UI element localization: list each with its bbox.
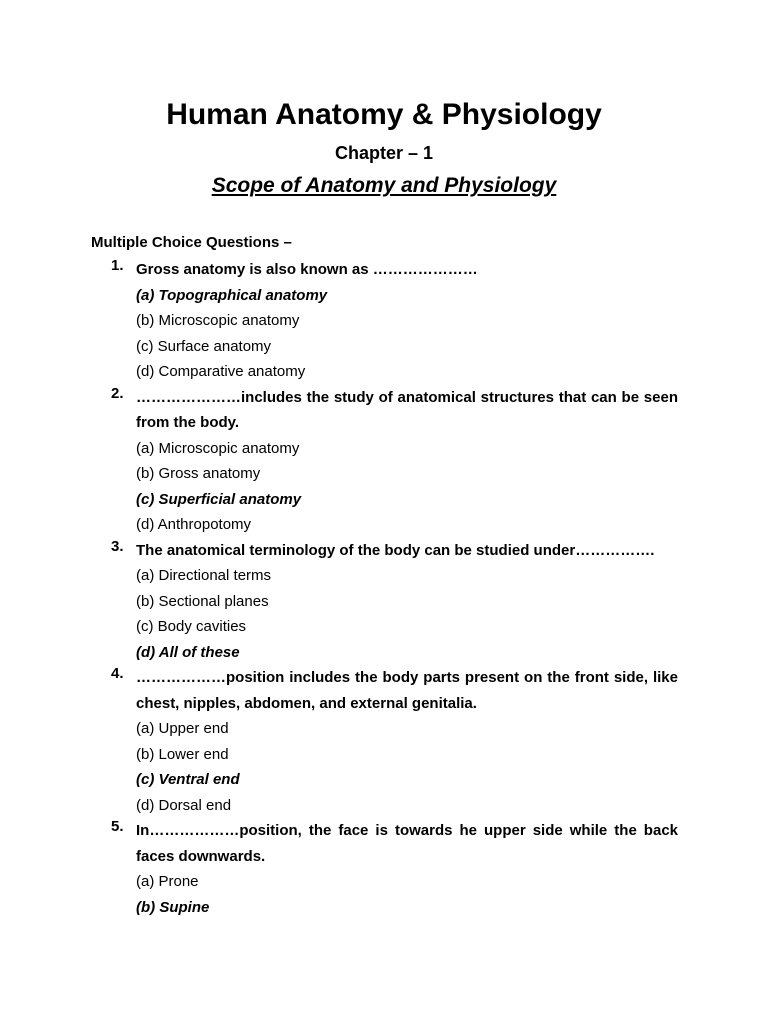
answer-option: (b) Lower end [136, 745, 229, 763]
answer-option-correct: (c) Ventral end [136, 771, 240, 788]
document-title: Human Anatomy & Physiology [166, 98, 602, 131]
answer-option: (b) Gross anatomy [136, 465, 261, 482]
question-text: …………………includes the study of anatomical structures that can be seen from the body. [136, 388, 678, 431]
answer-option: (b) Microscopic anatomy [136, 312, 300, 329]
answer-option: (a) Upper end [136, 720, 229, 737]
question-text: In………………position, the face is towards he upper side while the back faces downwards. [136, 822, 678, 865]
answer-option-correct: (a) Topographical anatomy [136, 286, 328, 304]
chapter-label: Chapter – 1 [334, 143, 434, 163]
question-item [0, 257, 768, 385]
answer-option: (c) Surface anatomy [136, 337, 272, 355]
question-text: Gross anatomy is also known as ………………… [136, 261, 478, 278]
answer-option: (a) Directional terms [136, 567, 272, 584]
question-item [0, 538, 768, 666]
question-item [0, 665, 768, 818]
question-text: The anatomical terminology of the body can be studied under……………. [136, 541, 655, 559]
answer-option: (d) Anthropotomy [136, 516, 252, 533]
question-number: 4. [111, 665, 124, 682]
question-text: ………………position includes the body parts present on the front side, like chest, nipples, abdomen, and external genitalia. [136, 669, 678, 712]
question-list [0, 257, 768, 920]
answer-option: (c) Body cavities [136, 618, 247, 635]
answer-option-correct: (b) Supine [136, 898, 210, 916]
answer-option: (d) Dorsal end [136, 796, 232, 814]
answer-option-correct: (d) All of these [136, 643, 240, 661]
question-item [0, 818, 768, 920]
section-heading: Multiple Choice Questions – [91, 234, 292, 251]
question-number: 1. [111, 257, 124, 274]
question-item [0, 385, 768, 538]
question-number: 5. [111, 818, 124, 835]
answer-option: (a) Prone [136, 873, 199, 890]
answer-option: (d) Comparative anatomy [136, 363, 306, 380]
question-number: 2. [111, 384, 124, 402]
answer-option-correct: (c) Superficial anatomy [136, 490, 302, 508]
question-number: 3. [111, 537, 124, 555]
answer-option: (a) Microscopic anatomy [136, 439, 300, 457]
answer-option: (b) Sectional planes [136, 592, 269, 610]
chapter-subtitle: Scope of Anatomy and Physiology [211, 174, 557, 197]
